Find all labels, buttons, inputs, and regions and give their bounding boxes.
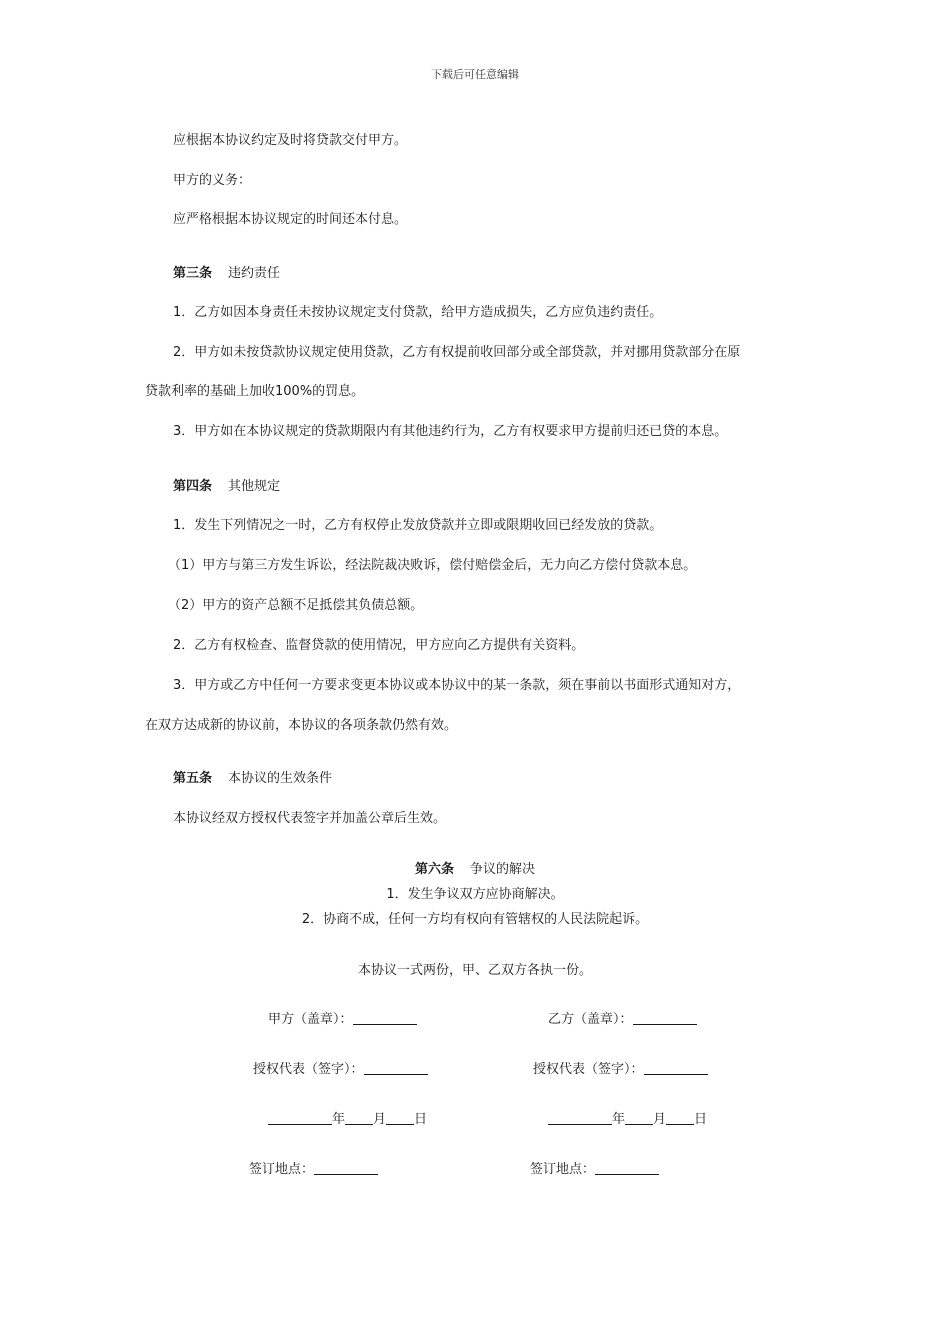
- paragraph-repayment: 应严格根据本协议规定的时间还本付息。: [173, 212, 408, 227]
- party-b-seal-blank: [633, 1011, 697, 1025]
- article-3-item-3: 3．甲方如在本协议规定的贷款期限内有其他违约行为，乙方有权要求甲方提前归还已贷的本息。: [173, 424, 728, 439]
- party-a-seal-label: 甲方（盖章）：: [268, 1012, 353, 1027]
- party-b-seal-line: [548, 1008, 697, 1027]
- article-6-item-1: 1．发生争议双方应协商解决。: [386, 887, 564, 902]
- party-b-place-blank: [595, 1161, 659, 1175]
- article-4-title: 其他规定: [228, 479, 281, 494]
- party-a-place-label: 签订地点：: [249, 1162, 315, 1177]
- party-b-rep-blank: [644, 1061, 708, 1075]
- article-4-heading: [173, 475, 280, 494]
- party-a-place-blank: [314, 1161, 378, 1175]
- party-b-place-label: 签订地点：: [530, 1162, 596, 1177]
- article-4-item-1: 1．发生下列情况之一时，乙方有权停止发放贷款并立即或限期收回已经发放的贷款。: [173, 518, 663, 533]
- article-5-number: 第五条: [173, 771, 213, 786]
- article-6-title: 争议的解决: [470, 862, 536, 877]
- article-3-heading: [173, 262, 280, 281]
- party-a-rep-line: [253, 1058, 428, 1077]
- article-3-title: 违约责任: [228, 266, 281, 281]
- article-6-item-2: 2．协商不成，任何一方均有权向有管辖权的人民法院起诉。: [301, 912, 649, 927]
- article-5-title: 本协议的生效条件: [228, 771, 333, 786]
- article-5-heading: [173, 767, 332, 786]
- party-b-year-blank: [548, 1111, 612, 1125]
- party-a-day-label: 日: [414, 1112, 428, 1127]
- party-b-day-label: 日: [694, 1112, 708, 1127]
- party-b-day-blank: [666, 1111, 694, 1125]
- party-b-month-label: 月: [653, 1112, 667, 1127]
- party-b-month-blank: [625, 1111, 653, 1125]
- article-4-sub-2: （2）甲方的资产总额不足抵偿其负债总额。: [168, 598, 424, 613]
- paragraph-party-a-obligations: 甲方的义务：: [173, 173, 252, 188]
- article-6-number: 第六条: [414, 862, 454, 877]
- party-a-year-blank: [268, 1111, 332, 1125]
- article-4-number: 第四条: [173, 479, 213, 494]
- party-a-place-line: [249, 1158, 378, 1177]
- party-a-rep-blank: [364, 1061, 428, 1075]
- party-b-year-label: 年: [612, 1112, 626, 1127]
- party-b-rep-label: 授权代表（签字）：: [533, 1062, 644, 1077]
- party-a-rep-label: 授权代表（签字）：: [253, 1062, 364, 1077]
- copies-clause: 本协议一式两份，甲、乙双方各执一份。: [357, 963, 592, 978]
- paragraph-loan-delivery: 应根据本协议约定及时将贷款交付甲方。: [173, 133, 408, 148]
- party-a-day-blank: [386, 1111, 414, 1125]
- article-6-heading: [0, 858, 950, 877]
- article-3-item-2-line-2: 贷款利率的基础上加收100%的罚息。: [145, 384, 365, 399]
- party-a-month-blank: [345, 1111, 373, 1125]
- page-header-note: 下载后可任意编辑: [431, 68, 519, 81]
- party-a-year-label: 年: [332, 1112, 346, 1127]
- article-4-item-3-line-1: 3．甲方或乙方中任何一方要求变更本协议或本协议中的某一条款，须在事前以书面形式通知对方，: [173, 678, 741, 693]
- party-a-date-line: [268, 1108, 427, 1127]
- article-3-item-2-line-1: 2．甲方如未按贷款协议规定使用贷款，乙方有权提前收回部分或全部贷款，并对挪用贷款部分在原: [173, 345, 741, 360]
- article-5-text: 本协议经双方授权代表签字并加盖公章后生效。: [173, 811, 447, 826]
- party-a-seal-line: [268, 1008, 417, 1027]
- party-b-date-line: [548, 1108, 707, 1127]
- article-4-item-2: 2．乙方有权检查、监督贷款的使用情况，甲方应向乙方提供有关资料。: [173, 638, 585, 653]
- article-4-item-3-line-2: 在双方达成新的协议前，本协议的各项条款仍然有效。: [145, 718, 458, 733]
- article-4-sub-1: （1）甲方与第三方发生诉讼，经法院裁决败诉，偿付赔偿金后，无力向乙方偿付贷款本息。: [168, 558, 697, 573]
- party-a-month-label: 月: [373, 1112, 387, 1127]
- article-3-number: 第三条: [173, 266, 213, 281]
- party-b-place-line: [530, 1158, 659, 1177]
- party-b-seal-label: 乙方（盖章）：: [548, 1012, 633, 1027]
- party-b-rep-line: [533, 1058, 708, 1077]
- party-a-seal-blank: [353, 1011, 417, 1025]
- article-3-item-1: 1．乙方如因本身责任未按协议规定支付贷款，给甲方造成损失，乙方应负违约责任。: [173, 305, 663, 320]
